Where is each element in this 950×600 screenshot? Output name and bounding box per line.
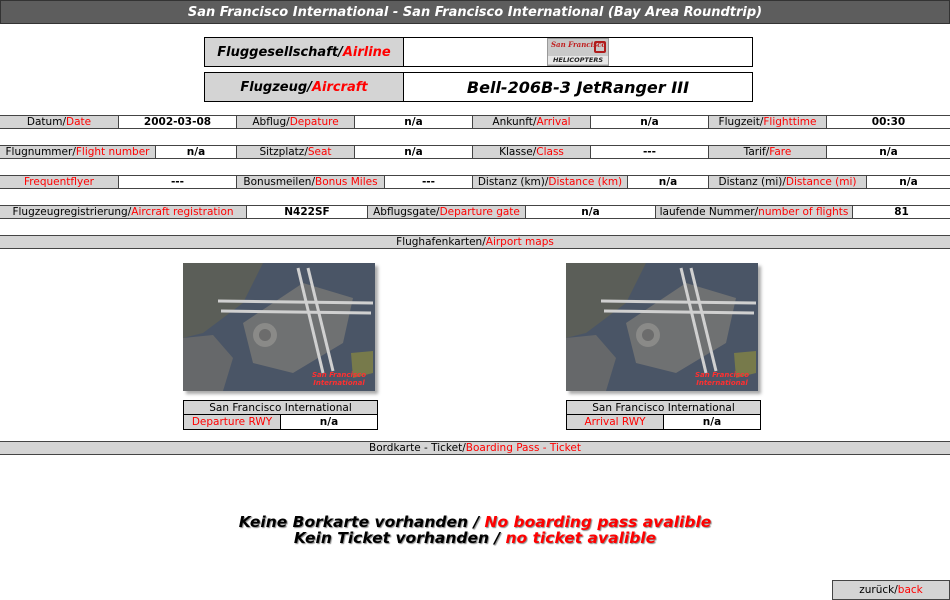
aircraft-value: Bell-206B-3 JetRanger III (466, 77, 690, 97)
airline-value (404, 38, 752, 66)
back-button[interactable]: zurück / back (832, 580, 950, 600)
distance-km-value: n/a (627, 176, 708, 188)
arrival-map-caption (566, 400, 761, 430)
airline-label: Fluggesellschaft / Airline (205, 38, 404, 66)
airline-logo-word: HELICOPTERS (548, 56, 608, 64)
number-of-flights-label: laufende Nummer / number of flights (655, 206, 852, 218)
departure-airport-map[interactable] (183, 263, 375, 391)
fare-value: n/a (826, 146, 950, 158)
airline-logo-script: San Francisco (551, 40, 607, 49)
class-label: Klasse / Class (472, 146, 590, 158)
map-overlay-caption: San Francisco International (694, 371, 750, 387)
class-value: --- (590, 146, 708, 158)
date-value: 2002-03-08 (118, 116, 236, 128)
departure-gate-label: Abflugsgate / Departure gate (367, 206, 525, 218)
info-row-date (0, 115, 950, 129)
date-label: Datum / Date (0, 116, 118, 128)
departure-rwy-value: n/a (319, 416, 339, 428)
registration-value: N422SF (246, 206, 367, 218)
page-title (0, 0, 950, 24)
airline-logo (547, 38, 609, 66)
seat-value: n/a (354, 146, 472, 158)
arrival-label: Ankunft / Arrival (472, 116, 590, 128)
no-ticket-line: Kein Ticket vorhanden / no ticket avalible (293, 529, 657, 547)
arrival-airport-name: San Francisco International (567, 401, 760, 415)
flighttime-value: 00:30 (826, 116, 950, 128)
map-overlay-caption: San Francisco International (311, 371, 367, 387)
flight-number-label: Flugnummer / Flight number (0, 146, 155, 158)
departure-gate-value: n/a (525, 206, 655, 218)
aircraft-box (204, 72, 753, 102)
distance-mi-value: n/a (866, 176, 950, 188)
info-row-flight (0, 145, 950, 159)
no-boarding-pass-line: Keine Borkarte vorhanden / No boarding pass avalible (238, 513, 712, 531)
departure-label: Abflug / Depature (236, 116, 354, 128)
distance-km-label: Distanz (km) / Distance (km) (472, 176, 627, 188)
arrival-rwy-value: n/a (702, 416, 722, 428)
info-row-miles (0, 175, 950, 189)
page-title-text: San Francisco International - San Francisco International (Bay Area Roundtrip) (187, 4, 763, 20)
arrival-airport-map[interactable] (566, 263, 758, 391)
departure-airport-name: San Francisco International (184, 401, 377, 415)
boarding-pass-header: Bordkarte - Ticket / Boarding Pass - Ticket (0, 441, 950, 455)
helicopter-icon (594, 41, 606, 53)
arrival-value: n/a (590, 116, 708, 128)
seat-label: Sitzplatz / Seat (236, 146, 354, 158)
frequentflyer-label: Frequentflyer (0, 176, 118, 188)
airline-box (204, 37, 753, 67)
frequentflyer-value: --- (118, 176, 236, 188)
airport-maps-header: Flughafenkarten / Airport maps (0, 235, 950, 249)
flighttime-label: Flugzeit / Flighttime (708, 116, 826, 128)
no-ticket-message (0, 514, 950, 546)
flight-number-value: n/a (155, 146, 236, 158)
distance-mi-label: Distanz (mi) / Distance (mi) (708, 176, 866, 188)
bonus-miles-value: --- (384, 176, 472, 188)
registration-label: Flugzeugregistrierung / Aircraft registration (0, 206, 246, 218)
fare-label: Tarif / Fare (708, 146, 826, 158)
aircraft-label: Flugzeug / Aircraft (205, 73, 404, 101)
number-of-flights-value: 81 (852, 206, 950, 218)
arrival-rwy-label: Arrival RWY (567, 415, 664, 429)
info-row-registration (0, 205, 950, 219)
bonus-miles-label: Bonusmeilen / Bonus Miles (236, 176, 384, 188)
departure-value: n/a (354, 116, 472, 128)
departure-map-caption (183, 400, 378, 430)
departure-rwy-label: Departure RWY (184, 415, 281, 429)
